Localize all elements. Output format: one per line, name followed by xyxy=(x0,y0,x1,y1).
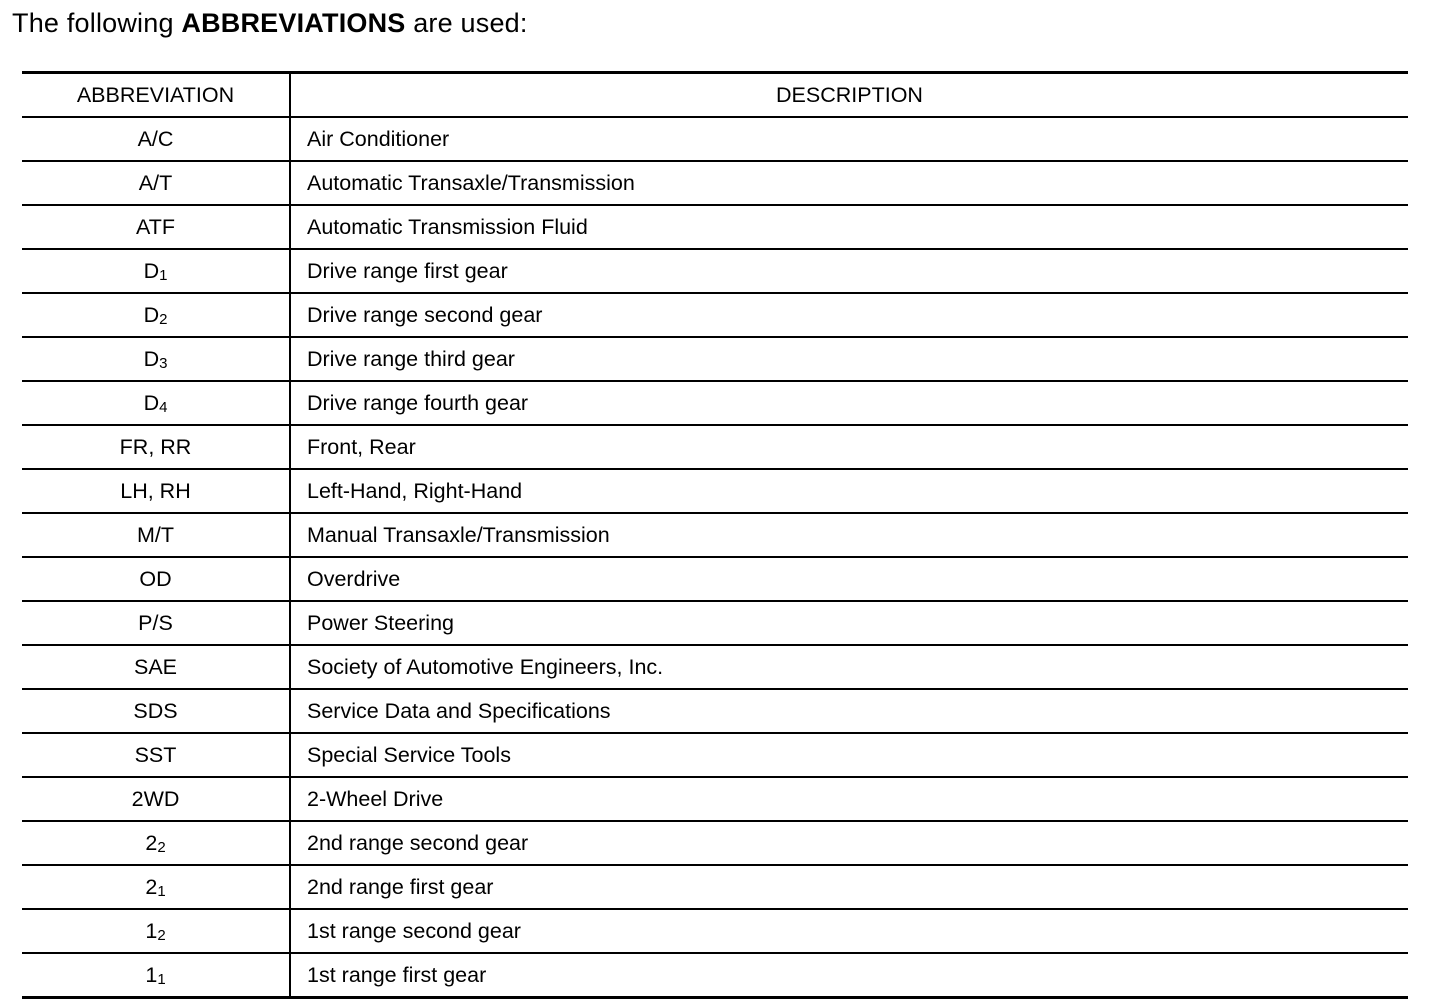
abbreviation-text: D xyxy=(143,390,160,415)
abbreviation-cell xyxy=(22,249,290,293)
description-cell: 2nd range first gear xyxy=(290,865,1408,909)
table-row xyxy=(22,117,1408,161)
description-cell: 1st range second gear xyxy=(290,909,1408,953)
table-row xyxy=(22,645,1408,689)
abbreviation-text: M/T xyxy=(136,522,175,547)
abbreviation-subscript: 1 xyxy=(157,882,166,900)
abbreviation-subscript: 2 xyxy=(157,926,166,944)
description-cell: Drive range second gear xyxy=(290,293,1408,337)
abbreviation-subscript: 1 xyxy=(157,970,166,988)
abbreviation-text: D xyxy=(143,258,160,283)
abbreviation-text: 1 xyxy=(145,918,158,943)
table-row xyxy=(22,821,1408,865)
abbreviation-cell xyxy=(22,293,290,337)
description-cell: Drive range first gear xyxy=(290,249,1408,293)
header-abbreviation: ABBREVIATION xyxy=(22,73,290,118)
abbreviation-cell xyxy=(22,645,290,689)
table-row xyxy=(22,513,1408,557)
table-row xyxy=(22,557,1408,601)
description-cell: 1st range first gear xyxy=(307,962,487,987)
abbreviation-text: 1 xyxy=(145,962,158,987)
abbreviation-subscript: 2 xyxy=(159,310,168,328)
description-cell: Automatic Transaxle/Transmission xyxy=(290,161,1408,205)
abbreviation-cell xyxy=(22,557,290,601)
table-row xyxy=(22,777,1408,821)
intro-suffix: are used: xyxy=(413,8,528,38)
table-header-row xyxy=(22,73,1408,118)
abbreviation-text: SST xyxy=(134,742,177,767)
abbreviation-text: LH, RH xyxy=(120,478,191,503)
abbreviation-text: 2WD xyxy=(131,786,180,811)
abbreviation-cell xyxy=(22,117,290,161)
abbreviation-cell xyxy=(22,161,290,205)
description-cell: Overdrive xyxy=(290,557,1408,601)
abbreviations-table xyxy=(22,71,1408,999)
description-cell: Drive range third gear xyxy=(290,337,1408,381)
description-cell: Service Data and Specifications xyxy=(290,689,1408,733)
abbreviation-subscript: 1 xyxy=(159,266,168,284)
table-row xyxy=(22,733,1408,777)
abbreviation-cell xyxy=(22,821,290,865)
table-body xyxy=(22,117,1408,998)
abbreviation-text: 2 xyxy=(145,830,158,855)
table-row xyxy=(22,909,1408,953)
description-cell: Left-Hand, Right-Hand xyxy=(290,469,1408,513)
abbreviation-text: 2 xyxy=(145,874,158,899)
abbreviation-text: P/S xyxy=(138,610,173,635)
abbreviation-cell xyxy=(22,865,290,909)
description-cell: Power Steering xyxy=(290,601,1408,645)
description-cell: 2nd range second gear xyxy=(290,821,1408,865)
table-row xyxy=(22,161,1408,205)
intro-prefix: The following xyxy=(12,8,174,38)
description-cell: Drive range fourth gear xyxy=(290,381,1408,425)
intro-emphasis: ABBREVIATIONS xyxy=(181,8,406,38)
abbreviation-cell xyxy=(22,337,290,381)
table-row xyxy=(22,337,1408,381)
table-row xyxy=(22,205,1408,249)
description-cell: Special Service Tools xyxy=(290,733,1408,777)
abbreviation-text: SAE xyxy=(133,654,178,679)
abbreviation-text: A/C xyxy=(137,126,174,151)
abbreviation-cell xyxy=(22,953,290,998)
table-row xyxy=(22,249,1408,293)
abbreviation-cell xyxy=(22,425,290,469)
description-cell: Manual Transaxle/Transmission xyxy=(290,513,1408,557)
abbreviation-subscript: 4 xyxy=(159,398,168,416)
abbreviation-cell xyxy=(22,381,290,425)
intro-sentence xyxy=(12,6,528,40)
abbreviation-text: D xyxy=(143,302,160,327)
abbreviation-cell xyxy=(22,909,290,953)
abbreviation-cell xyxy=(22,689,290,733)
table-row xyxy=(22,469,1408,513)
abbreviation-text: FR, RR xyxy=(119,434,192,459)
abbreviation-cell xyxy=(22,513,290,557)
abbreviation-cell xyxy=(22,205,290,249)
description-cell: Automatic Transmission Fluid xyxy=(290,205,1408,249)
table-row xyxy=(22,381,1408,425)
abbreviation-text: OD xyxy=(139,566,172,591)
abbreviation-text: A/T xyxy=(138,170,173,195)
description-cell: Air Conditioner xyxy=(290,117,1408,161)
abbreviation-cell xyxy=(22,733,290,777)
description-cell: 2-Wheel Drive xyxy=(290,777,1408,821)
abbreviation-cell xyxy=(22,777,290,821)
table-row xyxy=(22,865,1408,909)
table-row xyxy=(22,953,1408,998)
description-cell: Society of Automotive Engineers, Inc. xyxy=(290,645,1408,689)
table-row xyxy=(22,601,1408,645)
abbreviation-text: ATF xyxy=(135,214,175,239)
header-description: DESCRIPTION xyxy=(290,73,1408,118)
table-row xyxy=(22,293,1408,337)
abbreviation-text: SDS xyxy=(133,698,178,723)
abbreviation-subscript: 3 xyxy=(159,354,168,372)
abbreviation-cell xyxy=(22,469,290,513)
table-row xyxy=(22,425,1408,469)
table-row xyxy=(22,689,1408,733)
description-cell: Front, Rear xyxy=(290,425,1408,469)
abbreviation-text: D xyxy=(143,346,160,371)
abbreviation-subscript: 2 xyxy=(157,838,166,856)
abbreviation-cell xyxy=(22,601,290,645)
